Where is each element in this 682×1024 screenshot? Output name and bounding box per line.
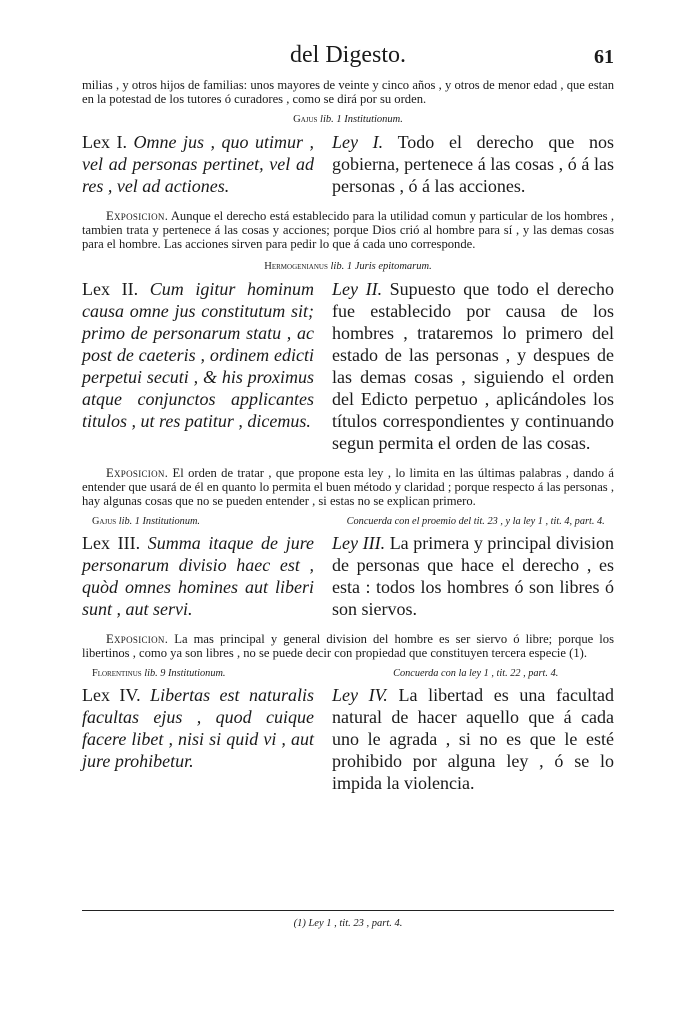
source-author: Florentinus (92, 668, 142, 679)
source-work: lib. 1 Institutionum. (118, 516, 200, 527)
spanish-body: Supuesto que todo el derecho fue establecido por causa de los hombres , trataremos lo primero del estado de las personas , y despues de las demas cosas , siguiendo el orden del Edicto perpetuo , aplicándoles los títulos correspondientes y continuando segun permita el orden de las cosas. (332, 279, 614, 453)
source-author: Gajus (293, 114, 318, 125)
page-number: 61 (594, 46, 614, 68)
spanish-heading: Ley II. (332, 279, 383, 299)
intro-paragraph: milias , y otros hijos de familias: unos mayores de veinte y cinco años , y otros de menor edad , que estan en la potestad de los tutores ó curadores , como se dirá por su orden. (82, 78, 614, 106)
exposition-label: Exposicion. (106, 632, 169, 646)
exposition-label: Exposicion. (106, 466, 169, 480)
latin-body: Cum igitur hominum causa omne jus constitutum sit; primo de personarum statu , ac post de caeteris , ordinem edicti perpetui secuti , & his proximus atque conjunctos applicantes titulos , ut res patitur , dicemus. (82, 279, 314, 431)
spanish-heading: Ley III. (332, 533, 386, 553)
source-citation-3 (82, 516, 614, 528)
exposition-3 (82, 632, 614, 660)
latin-heading: Lex III. (82, 533, 141, 553)
source-author: Gajus (92, 516, 117, 527)
latin-body: Libertas est naturalis facultas ejus , quod cuique facere libet , nisi si quid vi , aut jure prohibetur. (82, 685, 314, 771)
exposition-1 (82, 209, 614, 251)
source-work: lib. 9 Institutionum. (144, 668, 226, 679)
spanish-text-1 (332, 131, 614, 197)
exposition-body: La mas principal y general division del hombre es ser siervo ó libre; porque los libertinos , como ya son libres , no se puede decir con propiedad que constituyen tercera especie (1). (82, 632, 614, 660)
law-block-2 (82, 278, 614, 454)
spanish-text-4 (332, 684, 614, 794)
exposition-2 (82, 466, 614, 508)
page (82, 42, 615, 929)
concordance-note: Concuerda con el proemio del tit. 23 , y la ley 1 , tit. 4, part. 4. (346, 516, 605, 527)
running-title: del Digesto. (290, 42, 406, 68)
latin-heading: Lex II. (82, 279, 139, 299)
law-block-4 (82, 684, 614, 794)
source-author: Hermogenianus (264, 261, 328, 272)
spanish-body: La libertad es una facultad natural de hacer aquello que á cada uno le agrada , si no es que le esté prohibido por alguna ley , ó se lo impida la violencia. (332, 685, 614, 793)
source-citation-4 (82, 668, 614, 680)
footnote: (1) Ley 1 , tit. 23 , part. 4. (293, 918, 403, 929)
source-citation-2 (82, 261, 614, 272)
exposition-label: Exposicion. (106, 209, 169, 223)
latin-body: Summa itaque de jure personarum divisio haec est , quòd omnes homines aut liberi sunt , aut servi. (82, 533, 315, 619)
law-block-3 (82, 532, 614, 620)
latin-text-2 (82, 278, 314, 454)
spanish-text-2 (332, 278, 614, 454)
spanish-heading: Ley I. (332, 132, 384, 152)
latin-heading: Lex I. (82, 132, 127, 152)
spanish-heading: Ley IV. (332, 685, 388, 705)
source-work: lib. 1 Juris epitomarum. (330, 261, 432, 272)
latin-heading: Lex IV. (82, 685, 141, 705)
spanish-body: La primera y principal division de personas que hace el derecho , es esta : todos los hombres ó son libres ó son siervos. (332, 533, 615, 619)
source-left (82, 668, 337, 679)
concordance-note: Concuerda con la ley 1 , tit. 22 , part. 4. (393, 668, 559, 679)
latin-text-3 (82, 532, 314, 620)
latin-body: Omne jus , quo utimur , vel ad personas pertinet, vel ad res , vel ad actiones. (82, 132, 315, 196)
page-header (82, 42, 614, 72)
latin-text-4 (82, 684, 314, 794)
source-work: lib. 1 Institutionum. (320, 114, 403, 125)
footnote-divider (82, 910, 614, 911)
law-block-1 (82, 131, 614, 197)
source-left (82, 516, 337, 527)
exposition-body: El orden de tratar , que propone esta ley , lo limita en las últimas palabras , dando á entender que usará de él en quanto lo permita el buen método y claridad ; porque respecto á las personas , hay algunas cosas que no se pueden entender , si estas no se explican primero. (82, 466, 614, 508)
exposition-body: Aunque el derecho está establecido para la utilidad comun y particular de los hombres , tambien trata y pertenece á las cosas y acciones; porque Dios crió al hombre para sí , y las demas cosas para el hombre. Las acciones sirven para pedir lo que á cada uno corresponde. (82, 209, 614, 251)
latin-text-1 (82, 131, 314, 197)
spanish-body: Todo el derecho que nos gobierna, pertenece á las cosas , ó á las personas , ó á las acciones. (332, 132, 615, 196)
source-citation-1 (82, 114, 614, 125)
spanish-text-3 (332, 532, 614, 620)
